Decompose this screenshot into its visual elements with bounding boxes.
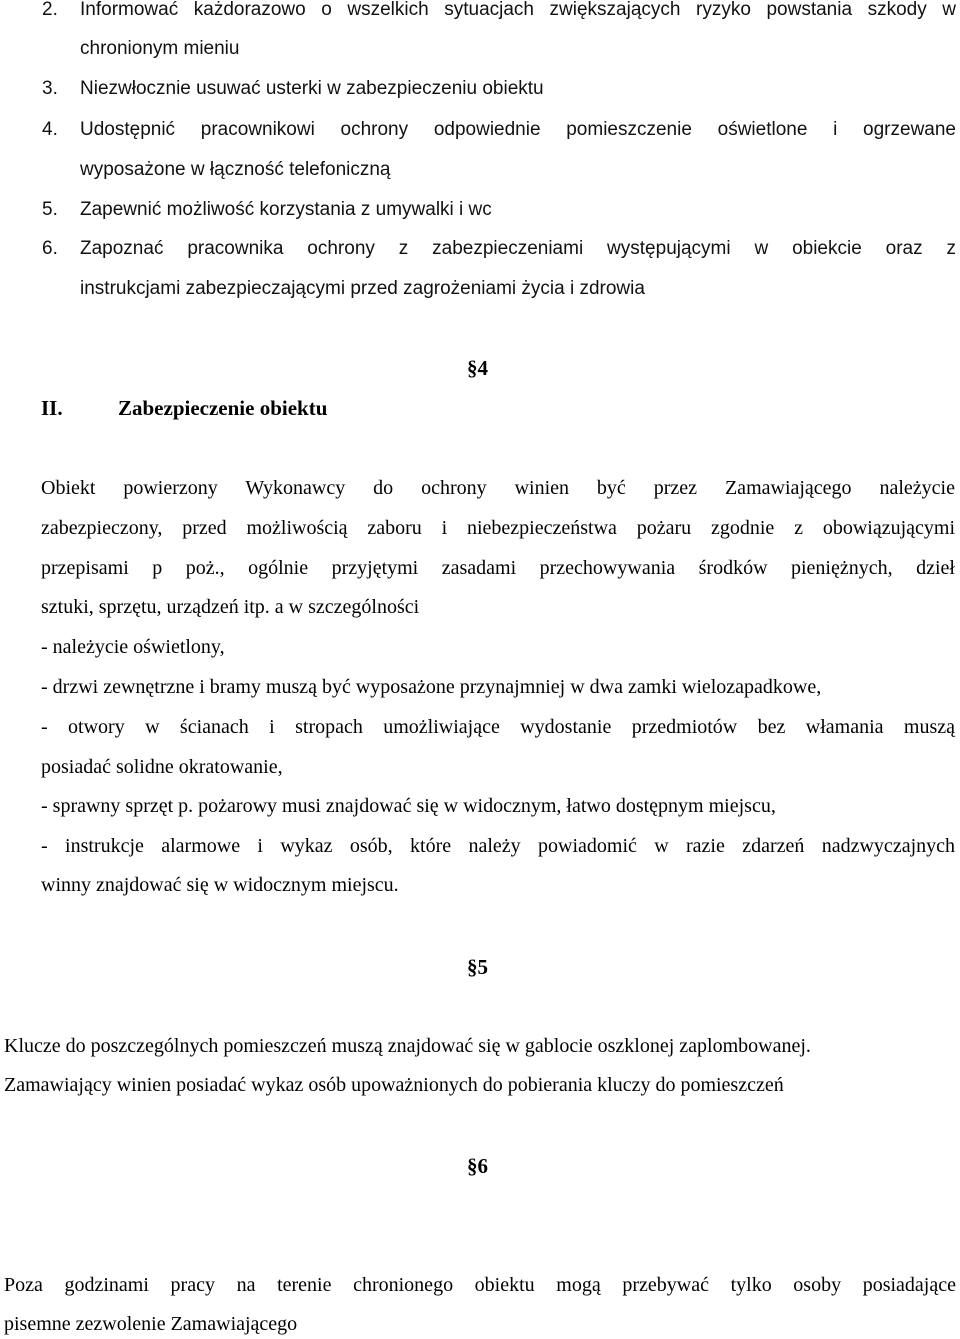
list-item-text: wyposażone w łączność telefoniczną	[80, 159, 391, 180]
body-line: - drzwi zewnętrzne i bramy muszą być wyposażone przynajmniej w dwa zamki wielozapadkowe,	[41, 676, 822, 698]
paragraph-mark: §4	[467, 356, 488, 380]
body-line: - sprawny sprzęt p. pożarowy musi znajdować się w widocznym, łatwo dostępnym miejscu,	[41, 795, 776, 817]
body-line: sztuki, sprzętu, urządzeń itp. a w szczególności	[41, 596, 420, 618]
list-item-text: chronionym mieniu	[80, 38, 240, 59]
body-line: posiadać solidne okratowanie,	[41, 756, 283, 778]
list-number: 5.	[42, 199, 58, 220]
list-number: 3.	[42, 78, 58, 99]
list-item-text: Zapoznać pracownika ochrony z zabezpieczeniami występującymi w obiekcie oraz z	[80, 238, 956, 259]
list-number: 4.	[42, 119, 58, 140]
list-number: 2.	[42, 0, 58, 20]
body-line: zabezpieczony, przed możliwością zaboru i niebezpieczeństwa pożaru zgodnie z obowiązującymi	[41, 517, 955, 539]
body-line: - należycie oświetlony,	[41, 636, 225, 658]
list-item-text: instrukcjami zabezpieczającymi przed zagrożeniami życia i zdrowia	[80, 278, 645, 299]
body-line: Klucze do poszczególnych pomieszczeń muszą znajdować się w gablocie oszklonej zaplombowanej.	[4, 1035, 811, 1057]
body-line: - otwory w ścianach i stropach umożliwiające wydostanie przedmiotów bez włamania muszą	[41, 716, 955, 738]
body-line: winny znajdować się w widocznym miejscu.	[41, 874, 399, 896]
section-numeral: II.	[41, 396, 63, 420]
body-line: Obiekt powierzony Wykonawcy do ochrony winien być przez Zamawiającego należycie	[41, 477, 955, 499]
body-line: pisemne zezwolenie Zamawiającego	[4, 1313, 298, 1335]
body-line: przepisami p poż., ogólnie przyjętymi zasadami przechowywania środków pieniężnych, dzieł	[41, 557, 955, 579]
section-title: Zabezpieczenie obiektu	[118, 396, 328, 420]
list-item-text: Niezwłocznie usuwać usterki w zabezpieczeniu obiektu	[80, 78, 544, 99]
list-item-text: Udostępnić pracownikowi ochrony odpowiednie pomieszczenie oświetlone i ogrzewane	[80, 119, 956, 140]
list-item-text: Informować każdorazowo o wszelkich sytuacjach zwiększających ryzyko powstania szkody w	[80, 0, 956, 20]
paragraph-mark: §6	[467, 1154, 488, 1178]
list-number: 6.	[42, 238, 58, 259]
paragraph-mark: §5	[467, 955, 488, 979]
body-line: Poza godzinami pracy na terenie chronionego obiektu mogą przebywać tylko osoby posiadające	[4, 1274, 956, 1296]
body-line: - instrukcje alarmowe i wykaz osób, które należy powiadomić w razie zdarzeń nadzwyczajnych	[41, 835, 955, 857]
body-line: Zamawiający winien posiadać wykaz osób upoważnionych do pobierania kluczy do pomieszczeń	[4, 1074, 784, 1096]
list-item-text: Zapewnić możliwość korzystania z umywalki i wc	[80, 199, 492, 220]
